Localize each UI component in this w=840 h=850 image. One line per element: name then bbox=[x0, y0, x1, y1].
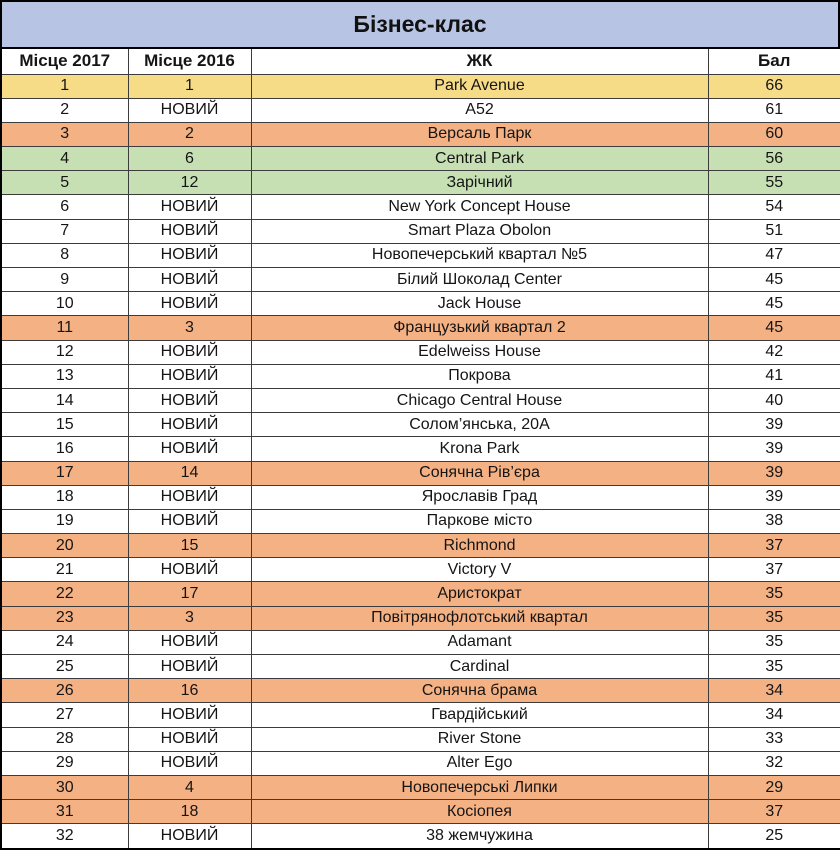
complex-cell: Косіопея bbox=[251, 800, 708, 824]
place-2017-cell: 31 bbox=[1, 800, 128, 824]
complex-cell: Сонячна Рів’єра bbox=[251, 461, 708, 485]
table-row bbox=[1, 292, 840, 316]
place-2016-cell: НОВИЙ bbox=[128, 195, 251, 219]
ranking-table bbox=[0, 47, 840, 850]
table-row bbox=[1, 727, 840, 751]
table-row bbox=[1, 630, 840, 654]
table-row bbox=[1, 437, 840, 461]
complex-cell: Новопечерський квартал №5 bbox=[251, 243, 708, 267]
table-title: Бізнес-клас bbox=[0, 0, 840, 47]
score-cell: 45 bbox=[708, 316, 840, 340]
table-row bbox=[1, 268, 840, 292]
score-cell: 66 bbox=[708, 74, 840, 98]
place-2016-cell: 14 bbox=[128, 461, 251, 485]
place-2016-cell: НОВИЙ bbox=[128, 703, 251, 727]
score-cell: 34 bbox=[708, 703, 840, 727]
place-2016-cell: НОВИЙ bbox=[128, 727, 251, 751]
score-cell: 55 bbox=[708, 171, 840, 195]
table-row bbox=[1, 824, 840, 849]
score-cell: 29 bbox=[708, 775, 840, 799]
place-2016-cell: НОВИЙ bbox=[128, 824, 251, 849]
place-2016-cell: НОВИЙ bbox=[128, 437, 251, 461]
place-2016-cell: НОВИЙ bbox=[128, 413, 251, 437]
place-2016-cell: 3 bbox=[128, 316, 251, 340]
complex-cell: Гвардійський bbox=[251, 703, 708, 727]
place-2017-cell: 14 bbox=[1, 388, 128, 412]
col-header-score: Бал bbox=[708, 48, 840, 74]
table-row bbox=[1, 751, 840, 775]
table-row bbox=[1, 509, 840, 533]
place-2017-cell: 30 bbox=[1, 775, 128, 799]
place-2016-cell: НОВИЙ bbox=[128, 558, 251, 582]
col-header-place-2016: Місце 2016 bbox=[128, 48, 251, 74]
place-2016-cell: 1 bbox=[128, 74, 251, 98]
table-row bbox=[1, 582, 840, 606]
score-cell: 25 bbox=[708, 824, 840, 849]
score-cell: 42 bbox=[708, 340, 840, 364]
score-cell: 41 bbox=[708, 364, 840, 388]
table-row bbox=[1, 219, 840, 243]
table-row bbox=[1, 364, 840, 388]
score-cell: 35 bbox=[708, 606, 840, 630]
score-cell: 38 bbox=[708, 509, 840, 533]
complex-cell: Smart Plaza Obolon bbox=[251, 219, 708, 243]
place-2017-cell: 32 bbox=[1, 824, 128, 849]
place-2016-cell: НОВИЙ bbox=[128, 340, 251, 364]
score-cell: 39 bbox=[708, 413, 840, 437]
place-2017-cell: 18 bbox=[1, 485, 128, 509]
complex-cell: Покрова bbox=[251, 364, 708, 388]
table-row bbox=[1, 534, 840, 558]
score-cell: 32 bbox=[708, 751, 840, 775]
complex-cell: 38 жемчужина bbox=[251, 824, 708, 849]
table-body bbox=[1, 74, 840, 849]
score-cell: 37 bbox=[708, 534, 840, 558]
complex-cell: Chicago Central House bbox=[251, 388, 708, 412]
complex-cell: Richmond bbox=[251, 534, 708, 558]
place-2016-cell: 4 bbox=[128, 775, 251, 799]
place-2016-cell: 6 bbox=[128, 147, 251, 171]
table-row bbox=[1, 171, 840, 195]
header-row bbox=[1, 48, 840, 74]
score-cell: 61 bbox=[708, 98, 840, 122]
score-cell: 39 bbox=[708, 461, 840, 485]
place-2016-cell: НОВИЙ bbox=[128, 655, 251, 679]
place-2017-cell: 3 bbox=[1, 122, 128, 146]
table-row bbox=[1, 703, 840, 727]
table-row bbox=[1, 147, 840, 171]
place-2016-cell: 15 bbox=[128, 534, 251, 558]
place-2017-cell: 16 bbox=[1, 437, 128, 461]
score-cell: 51 bbox=[708, 219, 840, 243]
complex-cell: Солом’янська, 20А bbox=[251, 413, 708, 437]
score-cell: 40 bbox=[708, 388, 840, 412]
table-row bbox=[1, 195, 840, 219]
place-2016-cell: 3 bbox=[128, 606, 251, 630]
complex-cell: Зарічний bbox=[251, 171, 708, 195]
complex-cell: Повітрянофлотський квартал bbox=[251, 606, 708, 630]
complex-cell: Білий Шоколад Center bbox=[251, 268, 708, 292]
place-2017-cell: 27 bbox=[1, 703, 128, 727]
place-2017-cell: 20 bbox=[1, 534, 128, 558]
place-2016-cell: 16 bbox=[128, 679, 251, 703]
score-cell: 33 bbox=[708, 727, 840, 751]
place-2017-cell: 7 bbox=[1, 219, 128, 243]
table-row bbox=[1, 655, 840, 679]
place-2016-cell: 17 bbox=[128, 582, 251, 606]
table-row bbox=[1, 775, 840, 799]
place-2016-cell: НОВИЙ bbox=[128, 509, 251, 533]
place-2017-cell: 1 bbox=[1, 74, 128, 98]
score-cell: 45 bbox=[708, 268, 840, 292]
place-2017-cell: 26 bbox=[1, 679, 128, 703]
place-2017-cell: 15 bbox=[1, 413, 128, 437]
score-cell: 60 bbox=[708, 122, 840, 146]
complex-cell: Ярославів Град bbox=[251, 485, 708, 509]
place-2017-cell: 22 bbox=[1, 582, 128, 606]
place-2017-cell: 29 bbox=[1, 751, 128, 775]
table-row bbox=[1, 800, 840, 824]
place-2017-cell: 4 bbox=[1, 147, 128, 171]
place-2016-cell: НОВИЙ bbox=[128, 364, 251, 388]
complex-cell: Аристократ bbox=[251, 582, 708, 606]
place-2016-cell: НОВИЙ bbox=[128, 243, 251, 267]
score-cell: 47 bbox=[708, 243, 840, 267]
table-row bbox=[1, 388, 840, 412]
place-2017-cell: 28 bbox=[1, 727, 128, 751]
place-2016-cell: НОВИЙ bbox=[128, 292, 251, 316]
complex-cell: A52 bbox=[251, 98, 708, 122]
complex-cell: Alter Ego bbox=[251, 751, 708, 775]
place-2017-cell: 23 bbox=[1, 606, 128, 630]
col-header-complex: ЖК bbox=[251, 48, 708, 74]
score-cell: 35 bbox=[708, 655, 840, 679]
complex-cell: Cardinal bbox=[251, 655, 708, 679]
place-2016-cell: НОВИЙ bbox=[128, 630, 251, 654]
place-2017-cell: 9 bbox=[1, 268, 128, 292]
place-2016-cell: НОВИЙ bbox=[128, 98, 251, 122]
complex-cell: River Stone bbox=[251, 727, 708, 751]
score-cell: 35 bbox=[708, 630, 840, 654]
place-2016-cell: 2 bbox=[128, 122, 251, 146]
score-cell: 39 bbox=[708, 485, 840, 509]
complex-cell: Сонячна брама bbox=[251, 679, 708, 703]
place-2016-cell: НОВИЙ bbox=[128, 388, 251, 412]
place-2016-cell: НОВИЙ bbox=[128, 485, 251, 509]
score-cell: 39 bbox=[708, 437, 840, 461]
table-row bbox=[1, 679, 840, 703]
place-2016-cell: НОВИЙ bbox=[128, 751, 251, 775]
table-row bbox=[1, 606, 840, 630]
place-2017-cell: 25 bbox=[1, 655, 128, 679]
complex-cell: Версаль Парк bbox=[251, 122, 708, 146]
score-cell: 37 bbox=[708, 800, 840, 824]
place-2017-cell: 2 bbox=[1, 98, 128, 122]
complex-cell: Adamant bbox=[251, 630, 708, 654]
complex-cell: New York Concept House bbox=[251, 195, 708, 219]
complex-cell: Central Park bbox=[251, 147, 708, 171]
complex-cell: Edelweiss House bbox=[251, 340, 708, 364]
place-2017-cell: 12 bbox=[1, 340, 128, 364]
place-2016-cell: 18 bbox=[128, 800, 251, 824]
complex-cell: Park Avenue bbox=[251, 74, 708, 98]
table-row bbox=[1, 316, 840, 340]
table-row bbox=[1, 74, 840, 98]
place-2017-cell: 24 bbox=[1, 630, 128, 654]
score-cell: 56 bbox=[708, 147, 840, 171]
place-2017-cell: 6 bbox=[1, 195, 128, 219]
table-row bbox=[1, 485, 840, 509]
complex-cell: Новопечерські Липки bbox=[251, 775, 708, 799]
place-2017-cell: 5 bbox=[1, 171, 128, 195]
complex-cell: Паркове місто bbox=[251, 509, 708, 533]
place-2017-cell: 13 bbox=[1, 364, 128, 388]
complex-cell: Французький квартал 2 bbox=[251, 316, 708, 340]
complex-cell: Krona Park bbox=[251, 437, 708, 461]
table-row bbox=[1, 558, 840, 582]
place-2016-cell: 12 bbox=[128, 171, 251, 195]
table-row bbox=[1, 98, 840, 122]
score-cell: 45 bbox=[708, 292, 840, 316]
place-2016-cell: НОВИЙ bbox=[128, 268, 251, 292]
table-row bbox=[1, 340, 840, 364]
place-2017-cell: 21 bbox=[1, 558, 128, 582]
place-2017-cell: 8 bbox=[1, 243, 128, 267]
complex-cell: Victory V bbox=[251, 558, 708, 582]
score-cell: 37 bbox=[708, 558, 840, 582]
place-2017-cell: 11 bbox=[1, 316, 128, 340]
place-2016-cell: НОВИЙ bbox=[128, 219, 251, 243]
place-2017-cell: 17 bbox=[1, 461, 128, 485]
col-header-place-2017: Місце 2017 bbox=[1, 48, 128, 74]
complex-cell: Jack House bbox=[251, 292, 708, 316]
place-2017-cell: 19 bbox=[1, 509, 128, 533]
place-2017-cell: 10 bbox=[1, 292, 128, 316]
score-cell: 54 bbox=[708, 195, 840, 219]
table-row bbox=[1, 461, 840, 485]
table-row bbox=[1, 243, 840, 267]
table-row bbox=[1, 122, 840, 146]
table-row bbox=[1, 413, 840, 437]
score-cell: 34 bbox=[708, 679, 840, 703]
score-cell: 35 bbox=[708, 582, 840, 606]
